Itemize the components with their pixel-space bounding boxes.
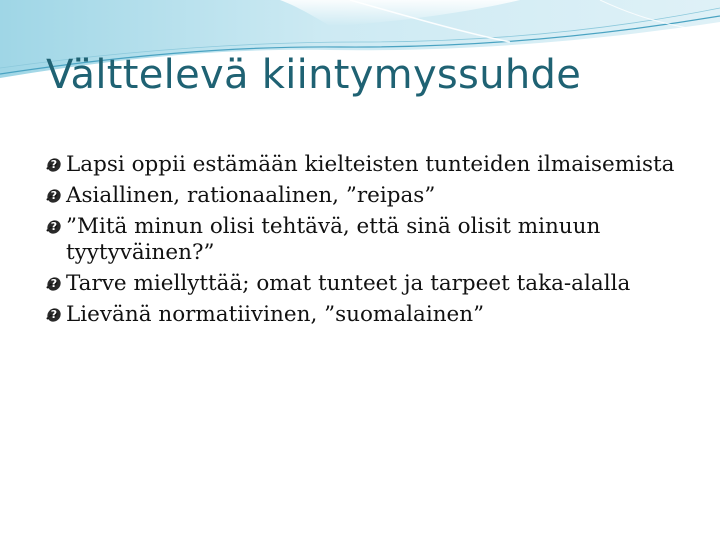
slide-title: Välttelevä kiintymyssuhde — [46, 52, 582, 98]
bullet-marker-icon — [46, 306, 62, 324]
bullet-list — [46, 152, 686, 333]
bullet-item — [46, 214, 686, 266]
bullet-marker-icon — [46, 275, 62, 293]
bullet-text: Tarve miellyttää; omat tunteet ja tarpeet taka-alalla — [66, 271, 631, 296]
bullet-item — [46, 271, 686, 297]
bullet-item — [46, 302, 686, 328]
bullet-item — [46, 152, 686, 178]
bullet-item — [46, 183, 686, 209]
bullet-text: Asiallinen, rationaalinen, ”reipas” — [66, 183, 436, 208]
bullet-text: Lievänä normatiivinen, ”suomalainen” — [66, 302, 485, 327]
bullet-marker-icon — [46, 156, 62, 174]
bullet-marker-icon — [46, 187, 62, 205]
bullet-text: Lapsi oppii estämään kielteisten tunteiden ilmaisemista — [66, 152, 675, 177]
bullet-text: ”Mitä minun olisi tehtävä, että sinä olisit minuun tyytyväinen?” — [66, 214, 601, 265]
bullet-marker-icon — [46, 218, 62, 236]
